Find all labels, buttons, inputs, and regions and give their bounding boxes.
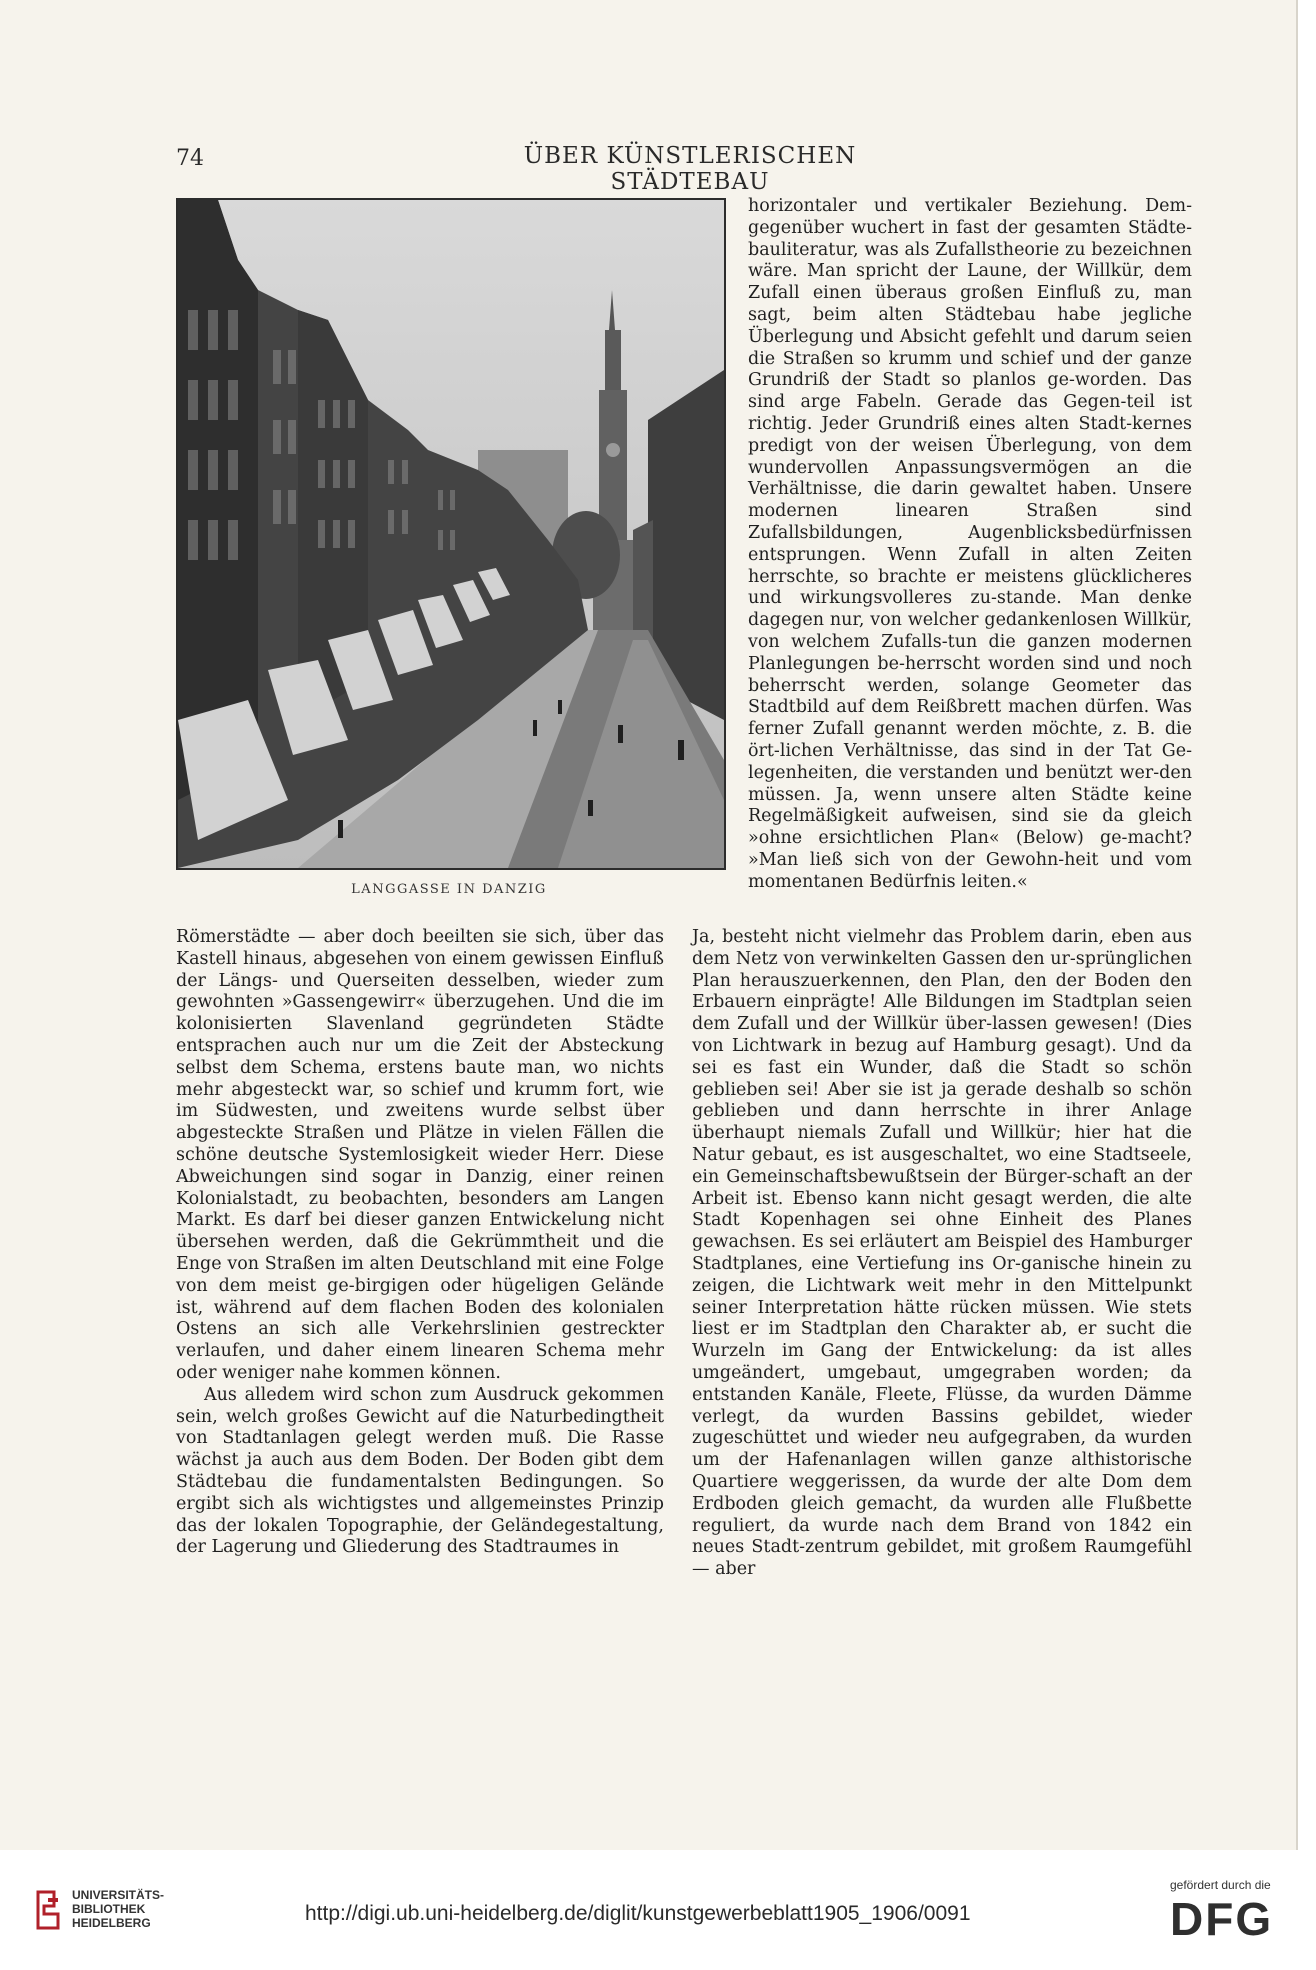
running-head: ÜBER KÜNSTLERISCHEN STÄDTEBAU (523, 143, 857, 195)
street-photograph (176, 198, 726, 870)
sponsor-label: gefördert durch die (1170, 1878, 1271, 1892)
paragraph: horizontaler und vertikaler Beziehung. Dem-gegenüber wuchert in fast der gesamten Städte-bauliteratur, was als Zufallstheorie zu bezeichnen wäre. Man spricht der Laune, der Willkür, dem Zufall einen überaus großen Einfluß zu, man sagt, beim alten Städtebau habe jegliche Überlegung und Absicht gefehlt und darum seien die Straßen so krumm und schief und der ganze Grundriß der Stadt so planlos ge-worden. Das sind arge Fabeln. Gerade das Gegen-teil ist richtig. Jeder Grundriß eines alten Stadt-kernes predigt von der weisen Überlegung, von dem wundervollen Anpassungsvermögen an die Verhältnisse, die darin gewaltet haben. Unsere modernen linearen Straßen sind Zufallsbildungen, Augenblicksbedürfnissen entsprungen. Wenn Zufall in alten Zeiten herrschte, so brachte er meistens glücklicheres und wirkungsvolleres zu-stande. Man denke dagegen nur, von welcher gedankenlosen Willkür, von welchem Zufalls-tun die ganzen modernen Planlegungen be-herrscht worden sind und noch beherrscht werden, solange Geometer das Stadtbild auf dem Reißbrett machen dürfen. Was ferner Zufall genannt werden möchte, z. B. die ört-lichen Verhältnisse, das sind in der Tat Ge-legenheiten, die verstanden und benützt wer-den müssen. Ja, wenn unsere alten Städte keine Regelmäßigkeit aufweisen, sind sie da gleich »ohne ersichtlichen Plan« (Below) ge-macht? »Man ließ sich von der Gewohn-heit und vom momentanen Bedürfnis leiten.« (748, 196, 1192, 892)
paragraph: Ja, besteht nicht vielmehr das Problem darin, eben aus dem Netz von verwinkelten Gassen den ur-sprünglichen Plan herauszuerkennen, den Plan, den der Boden den Erbauern einprägte! Alle Bildungen im Stadtplan seien dem Zufall und der Willkür über-lassen gewesen! (Dies von Lichtwark in bezug auf Hamburg gesagt). Und da sei es fast ein Wunder, daß die Stadt so schön geblieben sei! Aber sie ist ja gerade deshalb so schön geblieben und dann herrschte in ihrer Anlage überhaupt niemals Zufall und Willkür; hier hat die Natur gebaut, es ist ausgeschaltet, wo eine Stadtseele, ein Gemeinschaftsbewußtsein der Bürger-schaft an der Arbeit ist. Ebenso kann nicht gesagt werden, die alte Stadt Kopenhagen sei ohne Einheit des Planes gewachsen. Es sei erläutert am Beispiel des Hamburger Stadtplanes, eine Vertiefung ins Or-ganische hinein zu zeigen, die Lichtwark weit mehr in den Mittelpunkt seiner Interpretation hätte rücken müssen. Wie stets liest er im Stadtplan den Charakter ab, er sucht die Wurzeln im Gang der Entwickelung: da ist alles umgeändert, umgebaut, umgegraben worden; da entstanden Kanäle, Fleete, Flüsse, da wurden Dämme verlegt, da wurden Bassins gebildet, wieder zugeschüttet und wieder neu aufgegraben, da wurden um der Hafenanlagen willen ganze althistorische Quartiere weggerissen, da wurde der alte Dom dem Erdboden gleich gemacht, da wurden alle Flußbette reguliert, da wurde nach dem Brand von 1842 ein neues Stadt-zentrum gebildet, mit großem Raumgefühl — aber (692, 927, 1192, 1580)
viewer-footer (0, 1850, 1316, 1970)
library-line: BIBLIOTHEK (72, 1902, 146, 1916)
paragraph: Aus alledem wird schon zum Ausdruck gekommen sein, welch großes Gewicht auf die Naturbedingtheit von Stadtanlagen gelegt werden muß. Die Rasse wächst ja auch aus dem Boden. Der Boden gibt dem Städtebau die fundamentalsten Bedingungen. So ergibt sich als wichtigstes und allgemeinstes Prinzip das der lokalen Topographie, der Geländegestaltung, der Lagerung und Gliederung des Stadtraumes in (176, 1384, 664, 1558)
library-line: UNIVERSITÄTS- (72, 1888, 165, 1902)
text-column-right (692, 927, 1192, 1581)
university-library-name (72, 1888, 164, 1930)
library-line: HEIDELBERG (72, 1916, 151, 1930)
dfg-logo: DFG (1170, 1893, 1274, 1945)
page-number: 74 (176, 146, 204, 171)
photo-illustration (178, 200, 724, 868)
text-column-left (176, 927, 664, 1559)
paragraph: Römerstädte — aber doch beeilten sie sich, über das Kastell hinaus, abgesehen von einem gewissen Einfluß der Längs- und Querseiten desselben, wieder zum gewohnten »Gassengewirr« überzugehen. Und die im kolonisierten Slavenland gegründeten Städte entsprachen auch nur um die Zeit der Absteckung selbst dem Schema, erstens baute man, wo nichts mehr abgesteckt war, so schief und krumm fort, wie im Südwesten, und zweitens wurde selbst über abgesteckte Straßen und Plätze in vielen Fällen die schöne deutsche Systemlosigkeit wieder Herr. Diese Abweichungen sind sogar in Danzig, einer reinen Kolonialstadt, zu beobachten, besonders am Langen Markt. Es darf bei dieser ganzen Entwickelung nicht übersehen werden, daß die Gekrümmtheit und die Enge von Straßen im alten Deutschland mit eine Folge von dem meist ge-birgigen oder hügeligen Gelände ist, während auf dem flachen Boden des kolonialen Ostens an sich alle Verkehrslinien gestreckter verlaufen, und daher einem linearen Schema mehr oder weniger nahe kommen können. (176, 927, 664, 1383)
permalink-url[interactable]: http://digi.ub.uni-heidelberg.de/diglit/kunstgewerbeblatt1905_1906/0091 (305, 1902, 971, 1925)
figure-caption: LANGGASSE IN DANZIG (351, 882, 547, 897)
university-library-logo-icon (34, 1888, 64, 1932)
text-column-right-top (748, 196, 1192, 894)
